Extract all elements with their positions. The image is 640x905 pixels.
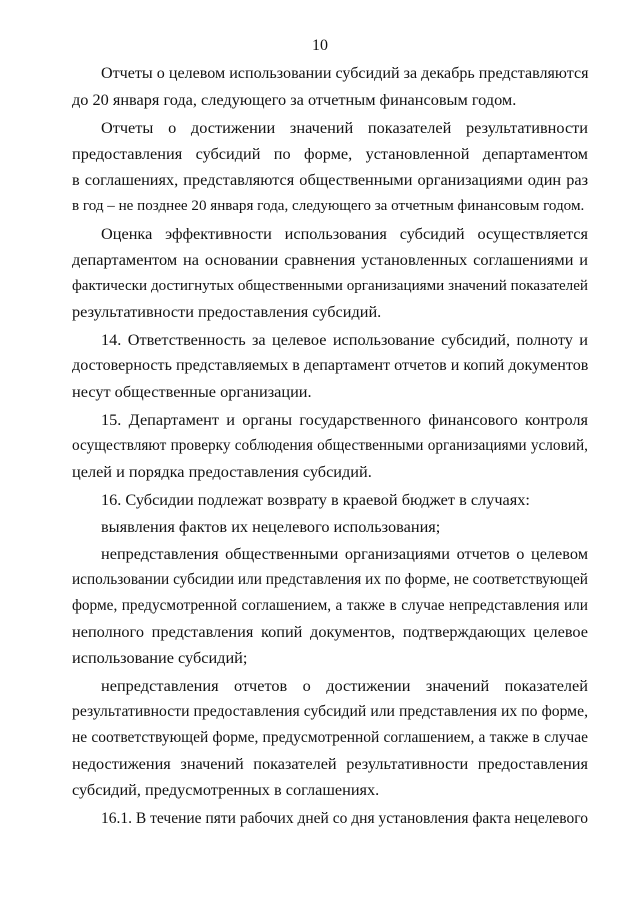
text-line: Отчеты о достижении значений показателей результативности xyxy=(101,118,588,137)
text-line: неполного представления копий документов, подтверждающих целевое xyxy=(72,622,588,641)
text-line: недостижения значений показателей результативности предоставления xyxy=(72,754,588,773)
text-line: результативности предоставления субсидий или представления их по форме, xyxy=(72,703,588,720)
text-line: 15. Департамент и органы государственного финансового контроля xyxy=(101,410,588,429)
text-line: выявления фактов их нецелевого использования; xyxy=(101,517,441,536)
text-line: до 20 января года, следующего за отчетным финансовым годом. xyxy=(72,90,517,109)
text-line: в год – не позднее 20 января года, следующего за отчетным финансовым годом. xyxy=(72,198,585,214)
text-line: фактически достигнутых общественными организациями значений показателей xyxy=(72,278,588,294)
text-line: использование субсидий; xyxy=(72,648,248,667)
text-line: департаментом на основании сравнения установленных соглашениями и xyxy=(72,250,588,269)
text-line: достоверность представляемых в департамент отчетов и копий документов xyxy=(72,357,589,374)
text-line: непредставления отчетов о достижении значений показателей xyxy=(101,676,588,695)
text-line: несут общественные организации. xyxy=(72,382,312,401)
text-line: 16.1. В течение пяти рабочих дней со дня установления факта нецелевого xyxy=(101,810,588,827)
text-line: предоставления субсидий по форме, установленной департаментом xyxy=(72,144,588,163)
text-line: результативности предоставления субсидий. xyxy=(72,302,382,321)
text-line: целей и порядка предоставления субсидий. xyxy=(72,462,372,481)
text-line: непредставления общественными организациями отчетов о целевом xyxy=(101,544,588,563)
text-line: форме, предусмотренной соглашением, а также в случае непредставления или xyxy=(72,597,588,614)
text-line: не соответствующей форме, предусмотренной соглашением, а также в случае xyxy=(72,729,588,746)
text-line: 14. Ответственность за целевое использование субсидий, полноту и xyxy=(101,330,588,349)
text-line: осуществляют проверку соблюдения общественными организациями условий, xyxy=(72,437,588,454)
text-line: использовании субсидии или представления их по форме, не соответствующей xyxy=(72,571,588,588)
page-number: 10 xyxy=(312,37,328,54)
text-line: 16. Субсидии подлежат возврату в краевой бюджет в случаях: xyxy=(101,490,530,509)
text-line: Отчеты о целевом использовании субсидий за декабрь представляются xyxy=(101,65,589,82)
text-line: в соглашениях, представляются общественными организациями один раз xyxy=(72,170,588,189)
text-line: субсидий, предусмотренных в соглашениях. xyxy=(72,780,380,799)
text-line: Оценка эффективности использования субсидий осуществляется xyxy=(101,224,588,243)
